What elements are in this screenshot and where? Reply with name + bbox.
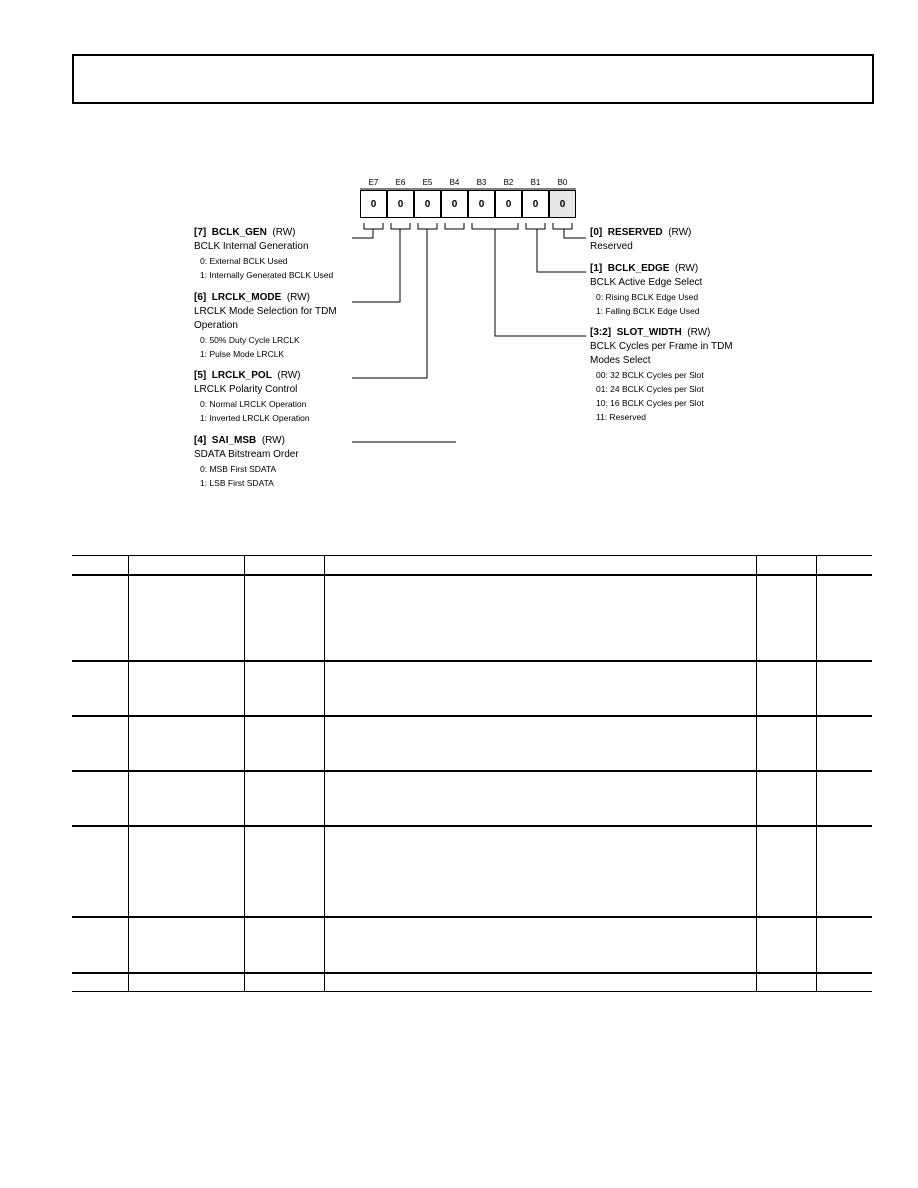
field-option: 1: Pulse Mode LRCLK <box>200 349 285 359</box>
bit-cell-6: 0 <box>387 190 414 218</box>
field-description: BCLK Cycles per Frame in TDM <box>590 341 733 352</box>
table-row <box>72 973 872 991</box>
field-access: (RW) <box>261 435 285 446</box>
register-table <box>72 555 872 992</box>
field-option: 00: 32 BCLK Cycles per Slot <box>596 370 704 380</box>
bit-cell-2: 0 <box>495 190 522 218</box>
field-slot-width <box>590 326 733 424</box>
bit-cell-1: 0 <box>522 190 549 218</box>
field-option: 01: 24 BCLK Cycles per Slot <box>596 384 704 394</box>
bit-label-2: B2 <box>503 178 514 187</box>
field-name: LRCLK_MODE <box>211 292 282 303</box>
bit-label-3: B3 <box>476 178 487 187</box>
bit-cell-7: 0 <box>360 190 387 218</box>
field-name: LRCLK_POL <box>211 370 272 381</box>
field-name: SAI_MSB <box>211 435 257 446</box>
bit-cell-0: 0 <box>549 190 576 218</box>
field-description: Operation <box>194 320 238 331</box>
field-access: (RW) <box>675 263 699 274</box>
bit-label-0: B0 <box>557 178 568 187</box>
field-option: 1: Inverted LRCLK Operation <box>200 413 310 423</box>
field-description: BCLK Active Edge Select <box>590 277 703 288</box>
field-option: 0: Rising BCLK Edge Used <box>596 292 699 302</box>
field-lrclk-mode <box>194 291 337 361</box>
field-access: (RW) <box>286 292 310 303</box>
field-option: 0: Normal LRCLK Operation <box>200 399 307 409</box>
field-bits: [1] <box>590 263 603 274</box>
field-access: (RW) <box>277 370 301 381</box>
field-bits: [5] <box>194 370 207 381</box>
field-name: BCLK_GEN <box>211 227 267 238</box>
field-bits: [0] <box>590 227 603 238</box>
bit-label-7: E7 <box>368 178 379 187</box>
field-bclk-gen <box>194 226 333 282</box>
field-option: 1: Falling BCLK Edge Used <box>596 306 700 316</box>
field-option: 1: LSB First SDATA <box>200 478 274 488</box>
field-option: 1: Internally Generated BCLK Used <box>200 270 334 280</box>
field-access: (RW) <box>272 227 296 238</box>
field-bits: [3:2] <box>590 327 612 338</box>
field-option: 0: External BCLK Used <box>200 256 288 266</box>
table-row <box>72 716 872 771</box>
bit-cell-3: 0 <box>468 190 495 218</box>
field-bclk-edge <box>590 262 702 318</box>
bit-label-5: E5 <box>422 178 433 187</box>
field-name: BCLK_EDGE <box>607 263 670 274</box>
bit-field-connectors <box>0 0 918 560</box>
table-row <box>72 575 872 661</box>
bit-label-6: E6 <box>395 178 406 187</box>
bit-label-1: B1 <box>530 178 541 187</box>
field-access: (RW) <box>668 227 692 238</box>
field-option: 10: 16 BCLK Cycles per Slot <box>596 398 704 408</box>
field-description: LRCLK Mode Selection for TDM <box>194 306 337 317</box>
field-option: 0: MSB First SDATA <box>200 464 277 474</box>
field-reserved <box>590 226 691 254</box>
field-name: RESERVED <box>607 227 663 238</box>
table-header-row <box>72 556 872 576</box>
table-row <box>72 771 872 826</box>
table-row <box>72 826 872 917</box>
field-option: 11: Reserved <box>596 412 646 422</box>
field-description: BCLK Internal Generation <box>194 241 309 252</box>
bit-label-4: B4 <box>449 178 460 187</box>
field-bits: [6] <box>194 292 207 303</box>
field-description: SDATA Bitstream Order <box>194 449 299 460</box>
field-description: Reserved <box>590 241 633 252</box>
field-bits: [4] <box>194 435 207 446</box>
field-description: Modes Select <box>590 355 651 366</box>
bit-descriptions-table <box>72 555 872 992</box>
table-row <box>72 917 872 973</box>
field-option: 0: 50% Duty Cycle LRCLK <box>200 335 300 345</box>
field-bits: [7] <box>194 227 207 238</box>
field-description: LRCLK Polarity Control <box>194 384 298 395</box>
field-sai-msb <box>194 434 299 490</box>
bit-cell-4: 0 <box>441 190 468 218</box>
field-lrclk-pol <box>194 369 310 425</box>
table-row <box>72 661 872 716</box>
field-access: (RW) <box>687 327 711 338</box>
field-name: SLOT_WIDTH <box>616 327 682 338</box>
bit-cell-5: 0 <box>414 190 441 218</box>
